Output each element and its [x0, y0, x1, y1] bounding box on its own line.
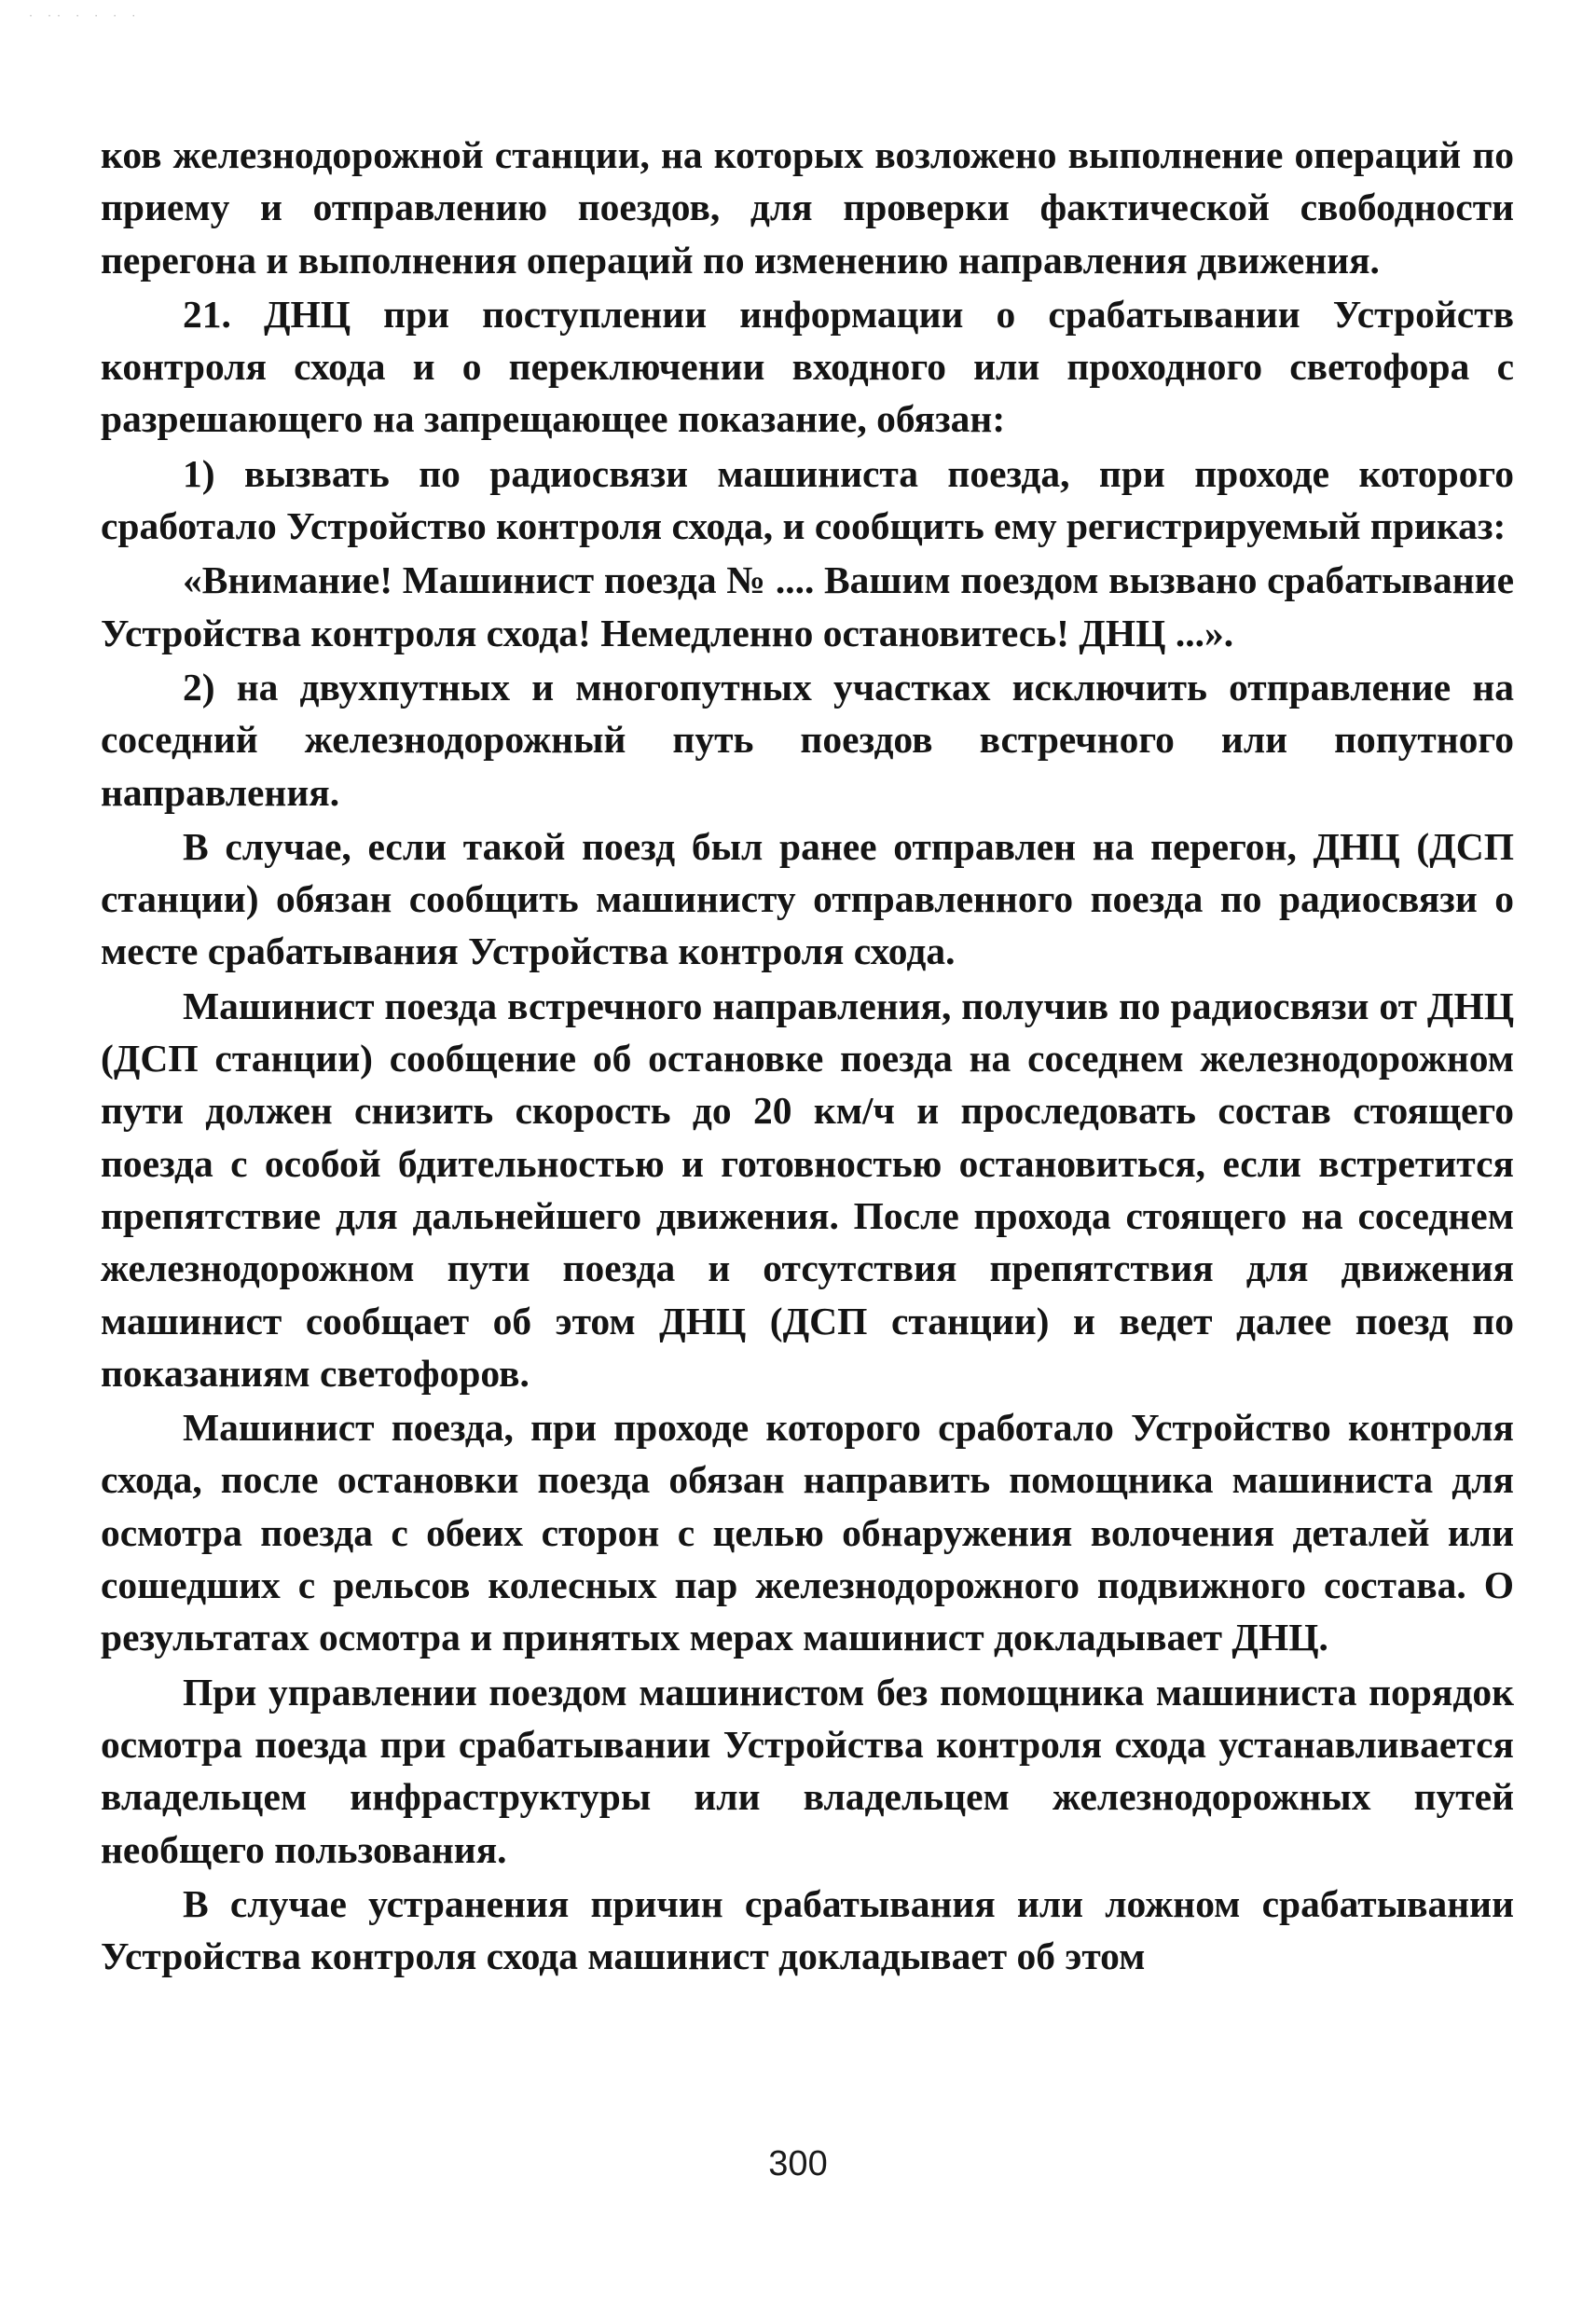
paragraph-item-21: 21. ДНЦ при поступлении информации о срабатывании Устройств контроля схода и о переключении входного или проходного светофора с разрешающего на запрещающее показание, обязан: [101, 292, 1514, 441]
scan-artifact: · ·· · · · · [28, 11, 141, 21]
paragraph-no-assistant: При управлении поездом машинистом без помощника машиниста порядок осмотра поезда при срабатывании Устройства контроля схода устанавливается владельцем инфраструктуры или владельцем железнодорожных путей необщего пользования. [101, 1670, 1514, 1871]
paragraph-subitem-1: 1) вызвать по радиосвязи машиниста поезда, при проходе которого сработало Устройство контроля схода, и сообщить ему регистрируемый приказ: [101, 451, 1514, 548]
paragraph-continuation: ков железнодорожной станции, на которых возложено выполнение операций по приему и отправлению поездов, для проверки фактической свободности перегона и выполнения операций по изменению направления движения. [101, 133, 1514, 282]
paragraph-order-quote: «Внимание! Машинист поезда № .... Вашим поездом вызвано срабатывание Устройства контроля схода! Немедленно остановитесь! ДНЦ ...». [101, 558, 1514, 654]
paragraph-inspection: Машинист поезда, при проходе которого сработало Устройство контроля схода, после остановки поезда обязан направить помощника машиниста для осмотра поезда с обеих сторон с целью обнаружения волочения деталей или сошедших с рельсов колесных пар железнодорожного подвижного состава. О результатах осмотра и принятых мерах машинист докладывает ДНЦ. [101, 1406, 1514, 1659]
paragraph-oncoming-driver: Машинист поезда встречного направления, получив по радиосвязи от ДНЦ (ДСП станции) сообщение об остановке поезда на соседнем железнодорожном пути должен снизить скорость до 20 км/ч и проследовать состав стоящего поезда с особой бдительностью и готовностью остановиться, если встретится препятствие для дальнейшего движения. После прохода стоящего на соседнем железнодорожном пути поезда и отсутствия препятствия для движения машинист сообщает об этом ДНЦ (ДСП станции) и ведет далее поезд по показаниям светофоров. [101, 984, 1514, 1395]
paragraph-false-trigger: В случае устранения причин срабатывания или ложном срабатывании Устройства контроля схода машинист докладывает об этом [101, 1881, 1514, 1978]
page-number: 300 [768, 2144, 828, 2183]
paragraph-already-sent: В случае, если такой поезд был ранее отправлен на перегон, ДНЦ (ДСП станции) обязан сообщить машинисту отправленного поезда по радиосвязи о месте срабатывания Устройства контроля схода. [101, 824, 1514, 973]
paragraph-subitem-2: 2) на двухпутных и многопутных участках исключить отправление на соседний железнодорожный путь поездов встречного или попутного направления. [101, 665, 1514, 814]
body-text [101, 129, 1514, 1982]
